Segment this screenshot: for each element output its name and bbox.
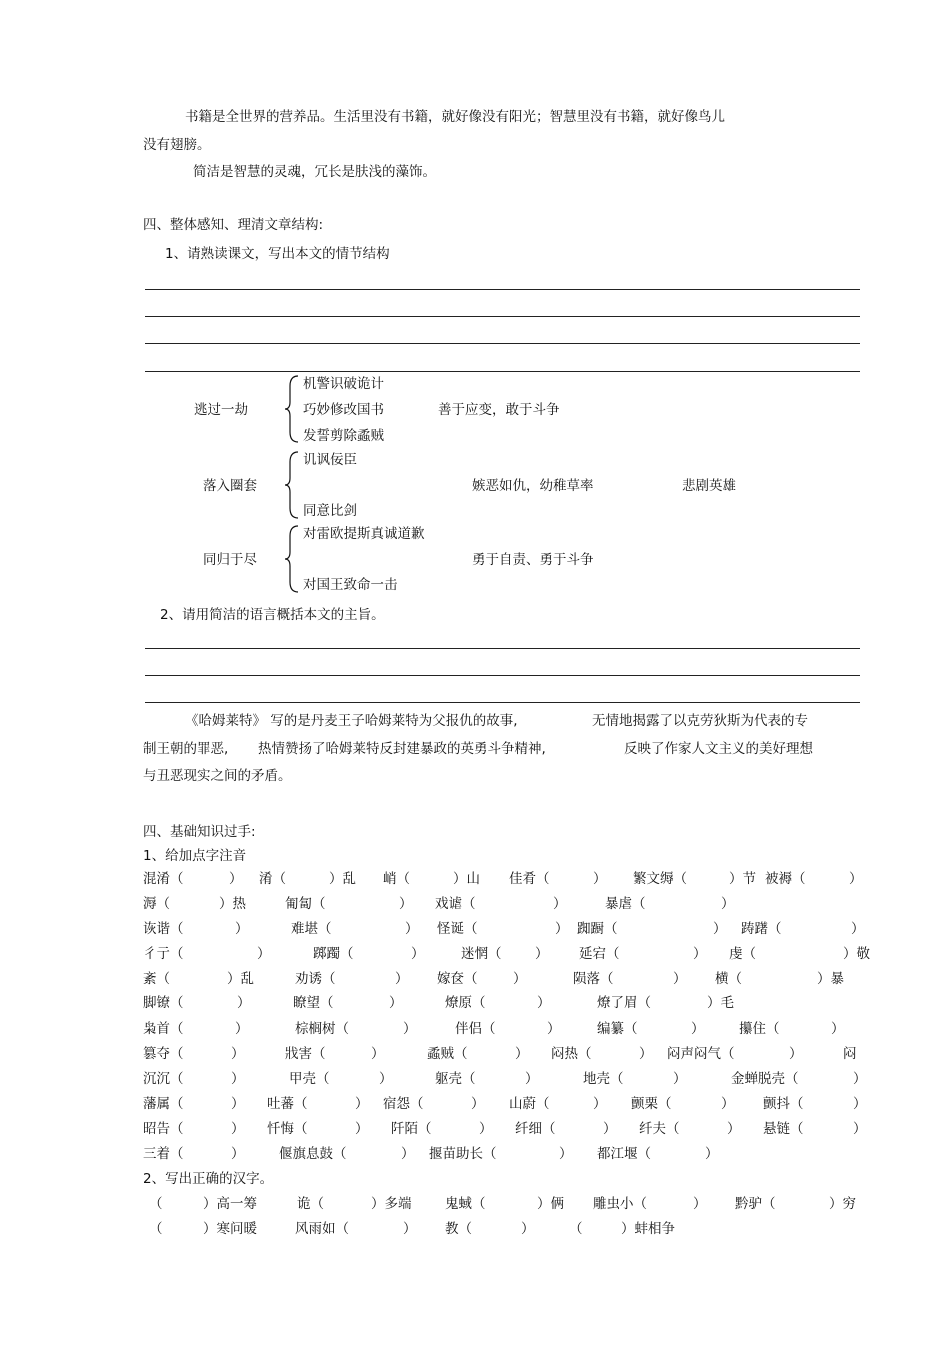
answer-line xyxy=(145,675,860,676)
word-prompt: 都江堰（ xyxy=(597,1146,651,1162)
character-trait: 嫉恶如仇，幼稚草率 xyxy=(472,478,594,494)
word-prompt: 踌躇（ xyxy=(741,921,782,937)
blank-close: ） xyxy=(231,1146,245,1162)
answer-line xyxy=(145,316,860,317)
blank-close: ） xyxy=(231,1071,245,1087)
blank-close: ） xyxy=(525,1071,539,1087)
question-characters: 2、写出正确的汉字。 xyxy=(143,1171,274,1187)
theme-text: 与丑恶现实之间的矛盾。 xyxy=(143,768,292,784)
word-prompt: 脚镣（ xyxy=(143,995,184,1011)
blank-close: ）敬 xyxy=(843,946,870,962)
blank-close: ） xyxy=(555,921,569,937)
quote-1-line-2: 没有翅膀。 xyxy=(143,137,211,153)
blank-close: ）寒问暖 xyxy=(203,1221,257,1237)
blank-close: ）暴 xyxy=(817,971,844,987)
blank-close: ） xyxy=(693,1196,707,1212)
word-prompt: 燎了眉（ xyxy=(597,995,651,1011)
word-prompt: 繁文缛（ xyxy=(633,871,687,887)
word-prompt: 黔驴（ xyxy=(735,1196,776,1212)
blank-close: ） xyxy=(691,1021,705,1037)
characters-row xyxy=(143,1220,863,1238)
word-prompt: （ xyxy=(569,1221,583,1237)
blank-close: ） xyxy=(405,921,419,937)
theme-text: 制王朝的罪恶, xyxy=(143,741,229,757)
word-prompt: 伴侣（ xyxy=(455,1021,496,1037)
blank-close: ） xyxy=(853,1121,867,1137)
word-prompt: 横（ xyxy=(715,971,742,987)
blank-close: ） xyxy=(471,1096,485,1112)
word-prompt: 峭（ xyxy=(383,871,410,887)
word-prompt: 踯躅（ xyxy=(313,946,354,962)
word-prompt: 金蝉脱壳（ xyxy=(731,1071,799,1087)
theme-text: 反映了作家人文主义的美好理想 xyxy=(624,741,813,757)
word-prompt: 佳肴（ xyxy=(509,871,550,887)
word-prompt: 揠苗助长（ xyxy=(429,1146,497,1162)
blank-close: ） xyxy=(231,1096,245,1112)
plot-stage-label: 落入圈套 xyxy=(203,478,257,494)
brace-icon xyxy=(284,524,300,594)
pinyin-row xyxy=(143,1095,867,1113)
answer-line xyxy=(145,289,860,290)
blank-close: ）乱 xyxy=(227,971,254,987)
word-prompt: 纤夫（ xyxy=(639,1121,680,1137)
blank-close: ）俩 xyxy=(537,1196,564,1212)
word-prompt: 淆（ xyxy=(259,871,286,887)
blank-close: ） xyxy=(479,1121,493,1137)
blank-close: ） xyxy=(673,1071,687,1087)
plot-item: 对雷欧提斯真诚道歉 xyxy=(303,526,425,542)
pinyin-row xyxy=(143,970,863,988)
blank-close: ） xyxy=(399,896,413,912)
word-prompt: 闷热（ xyxy=(551,1046,592,1062)
word-prompt: 暴虐（ xyxy=(605,896,646,912)
word-prompt: 彳亍（ xyxy=(143,946,184,962)
question-1: 1、请熟读课文，写出本文的情节结构 xyxy=(165,246,390,262)
question-2: 2、请用简洁的语言概括本文的主旨。 xyxy=(160,607,385,623)
blank-close: ）高一筹 xyxy=(203,1196,257,1212)
word-prompt: 攥住（ xyxy=(739,1021,780,1037)
word-prompt: 阡陌（ xyxy=(391,1121,432,1137)
blank-close: ） xyxy=(705,1146,719,1162)
word-prompt: 诙谐（ xyxy=(143,921,184,937)
blank-close: ） xyxy=(403,1021,417,1037)
blank-close: ） xyxy=(235,1021,249,1037)
word-prompt: 忏悔（ xyxy=(267,1121,308,1137)
blank-close: ） xyxy=(231,1046,245,1062)
word-prompt: 戕害（ xyxy=(285,1046,326,1062)
word-prompt: 混淆（ xyxy=(143,871,184,887)
blank-close: ） xyxy=(831,1021,845,1037)
theme-text: 《哈姆莱特》 写的是丹麦王子哈姆莱特为父报仇的故事, xyxy=(185,713,518,729)
section-heading-basics: 四、基础知识过手: xyxy=(143,824,256,840)
blank-close: ） xyxy=(515,1046,529,1062)
word-prompt: 迷惘（ xyxy=(461,946,502,962)
word-prompt: 诡（ xyxy=(297,1196,324,1212)
word-prompt: 纤细（ xyxy=(515,1121,556,1137)
word-prompt: 戏谑（ xyxy=(435,896,476,912)
plot-stage-label: 同归于尽 xyxy=(203,552,257,568)
word-prompt: 山蔚（ xyxy=(509,1096,550,1112)
blank-close: ） xyxy=(379,1071,393,1087)
blank-close: ） xyxy=(789,1046,803,1062)
word-prompt: 紊（ xyxy=(143,971,170,987)
blank-close: ）乱 xyxy=(329,871,356,887)
blank-close: ） xyxy=(547,1021,561,1037)
word-prompt: 枭首（ xyxy=(143,1021,184,1037)
word-prompt: 燎原（ xyxy=(445,995,486,1011)
section-heading-structure: 四、整体感知、理清文章结构: xyxy=(143,217,324,233)
word-prompt: （ xyxy=(149,1196,163,1212)
word-prompt: 怪诞（ xyxy=(437,921,478,937)
word-prompt: 难堪（ xyxy=(291,921,332,937)
word-prompt: 编纂（ xyxy=(597,1021,638,1037)
character-summary: 悲剧英雄 xyxy=(682,478,736,494)
blank-close: ） xyxy=(513,971,527,987)
blank-close: ）山 xyxy=(453,871,480,887)
word-prompt: 延宕（ xyxy=(579,946,620,962)
pinyin-row xyxy=(143,920,863,938)
word-prompt: 藩属（ xyxy=(143,1096,184,1112)
answer-line xyxy=(145,648,860,649)
blank-close: ） xyxy=(235,921,249,937)
blank-close: ） xyxy=(559,1146,573,1162)
quote-2: 简洁是智慧的灵魂，冗长是肤浅的藻饰。 xyxy=(193,164,436,180)
word-prompt: 闷 xyxy=(843,1046,857,1062)
blank-close: ） xyxy=(389,995,403,1011)
blank-close: ） xyxy=(355,1121,369,1137)
blank-close: ） xyxy=(593,1096,607,1112)
word-prompt: 颤抖（ xyxy=(763,1096,804,1112)
word-prompt: 匍匐（ xyxy=(285,896,326,912)
plot-item: 讥讽佞臣 xyxy=(303,452,357,468)
plot-stage-label: 逃过一劫 xyxy=(194,402,248,418)
blank-close: ） xyxy=(401,1146,415,1162)
word-prompt: 篡夺（ xyxy=(143,1046,184,1062)
blank-close: ）多端 xyxy=(371,1196,412,1212)
blank-close: ） xyxy=(727,1121,741,1137)
blank-close: ） xyxy=(521,1221,535,1237)
blank-close: ） xyxy=(721,896,735,912)
word-prompt: 躯壳（ xyxy=(435,1071,476,1087)
pinyin-row xyxy=(143,870,863,888)
blank-close: ） xyxy=(713,921,727,937)
word-prompt: 甲壳（ xyxy=(289,1071,330,1087)
word-prompt: 蟊贼（ xyxy=(427,1046,468,1062)
word-prompt: 吐蕃（ xyxy=(267,1096,308,1112)
word-prompt: 悬链（ xyxy=(763,1121,804,1137)
answer-line xyxy=(145,343,860,344)
pinyin-row xyxy=(143,1120,867,1138)
plot-item: 对国王致命一击 xyxy=(303,577,398,593)
word-prompt: 地壳（ xyxy=(583,1071,624,1087)
brace-icon xyxy=(284,450,300,520)
word-prompt: 沉沉（ xyxy=(143,1071,184,1087)
pinyin-row xyxy=(143,895,863,913)
word-prompt: 颤栗（ xyxy=(631,1096,672,1112)
plot-item: 同意比剑 xyxy=(303,503,357,519)
theme-text: 无情地揭露了以克劳狄斯为代表的专 xyxy=(592,713,808,729)
blank-close: ） xyxy=(535,946,549,962)
word-prompt: 昭告（ xyxy=(143,1121,184,1137)
pinyin-row xyxy=(143,1145,863,1163)
character-trait: 勇于自责、勇于斗争 xyxy=(472,552,594,568)
plot-item: 机警识破诡计 xyxy=(303,376,384,392)
blank-close: ） xyxy=(553,896,567,912)
word-prompt: 闷声闷气（ xyxy=(667,1046,735,1062)
word-prompt: 教（ xyxy=(445,1221,472,1237)
character-trait: 善于应变，敢于斗争 xyxy=(438,402,560,418)
pinyin-row xyxy=(143,994,863,1012)
word-prompt: 宿怨（ xyxy=(383,1096,424,1112)
pinyin-row xyxy=(143,1070,867,1088)
pinyin-row xyxy=(143,1045,863,1063)
word-prompt: 鬼蜮（ xyxy=(445,1196,486,1212)
blank-close: ） xyxy=(603,1121,617,1137)
blank-close: ） xyxy=(395,971,409,987)
characters-row xyxy=(143,1195,863,1213)
word-prompt: 风雨如（ xyxy=(295,1221,349,1237)
blank-close: ） xyxy=(257,946,271,962)
blank-close: ） xyxy=(593,871,607,887)
word-prompt: 虔（ xyxy=(729,946,756,962)
word-prompt: 被褥（ xyxy=(765,871,806,887)
plot-item: 巧妙修改国书 xyxy=(303,402,384,418)
blank-close: ） xyxy=(721,1096,735,1112)
pinyin-row xyxy=(143,1020,863,1038)
blank-close: ） xyxy=(851,921,865,937)
pinyin-row xyxy=(143,945,870,963)
blank-close: ） xyxy=(231,1121,245,1137)
blank-close: ） xyxy=(849,871,863,887)
word-prompt: （ xyxy=(149,1221,163,1237)
blank-close: ） xyxy=(853,1096,867,1112)
word-prompt: 棕榈树（ xyxy=(295,1021,349,1037)
blank-close: ） xyxy=(229,871,243,887)
word-prompt: 嫁奁（ xyxy=(437,971,478,987)
word-prompt: 雕虫小（ xyxy=(593,1196,647,1212)
blank-close: ）穷 xyxy=(829,1196,856,1212)
word-prompt: 三着（ xyxy=(143,1146,184,1162)
question-pinyin: 1、给加点字注音 xyxy=(143,848,247,864)
plot-item: 发誓剪除蟊贼 xyxy=(303,428,384,444)
blank-close: ） xyxy=(411,946,425,962)
blank-close: ）蚌相争 xyxy=(621,1221,675,1237)
word-prompt: 瞭望（ xyxy=(293,995,334,1011)
blank-close: ）毛 xyxy=(707,995,734,1011)
blank-close: ） xyxy=(639,1046,653,1062)
blank-close: ） xyxy=(693,946,707,962)
word-prompt: 踟蹰（ xyxy=(577,921,618,937)
brace-icon xyxy=(284,374,300,444)
word-prompt: 偃旗息鼓（ xyxy=(279,1146,347,1162)
blank-close: ）热 xyxy=(219,896,246,912)
answer-line xyxy=(145,371,860,372)
blank-close: ） xyxy=(355,1096,369,1112)
blank-close: ） xyxy=(853,1071,867,1087)
blank-close: ） xyxy=(371,1046,385,1062)
blank-close: ） xyxy=(673,971,687,987)
blank-close: ） xyxy=(403,1221,417,1237)
quote-1-line-1: 书籍是全世界的营养品。生活里没有书籍，就好像没有阳光；智慧里没有书籍，就好像鸟儿 xyxy=(185,109,725,125)
word-prompt: 溽（ xyxy=(143,896,170,912)
blank-close: ） xyxy=(237,995,251,1011)
theme-text: 热情赞扬了哈姆莱特反封建暴政的英勇斗争精神, xyxy=(258,741,546,757)
blank-close: ）节 xyxy=(729,871,756,887)
blank-close: ） xyxy=(537,995,551,1011)
answer-line xyxy=(145,702,860,703)
word-prompt: 陨落（ xyxy=(573,971,614,987)
word-prompt: 劝诱（ xyxy=(295,971,336,987)
